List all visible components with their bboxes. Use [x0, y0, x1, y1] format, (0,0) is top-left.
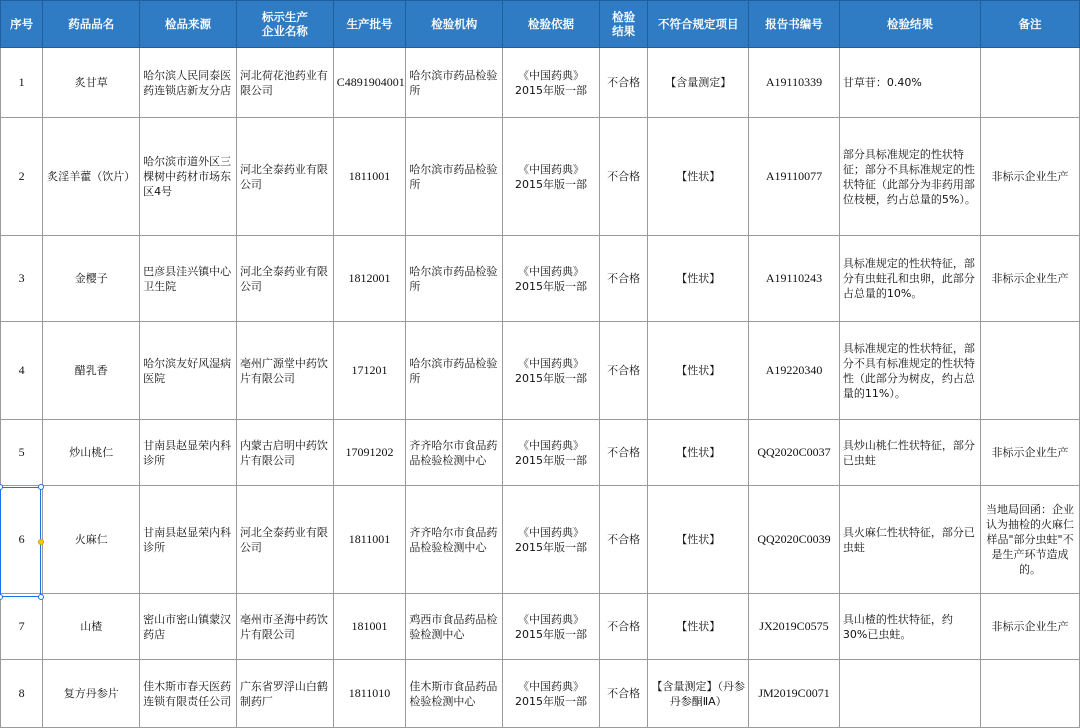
table-row — [1, 420, 1080, 486]
cell-nonconforming-item[interactable]: 【性状】 — [648, 322, 749, 420]
cell-report-number[interactable]: A19220340 — [749, 322, 840, 420]
header-cell: 检验结果 — [839, 1, 980, 48]
cell-manufacturer[interactable]: 河北荷花池药业有限公司 — [236, 48, 333, 118]
cell-test-finding[interactable]: 具标准规定的性状特征，部分不具有标准规定的性状特性（此部分为树皮，约占总量的11%）。 — [839, 322, 980, 420]
cell-report-number[interactable]: JM2019C0071 — [749, 660, 840, 728]
cell-test-finding[interactable]: 甘草苷：0.40% — [839, 48, 980, 118]
cell-test-result[interactable]: 不合格 — [599, 236, 647, 322]
cell-test-finding[interactable]: 具炒山桃仁性状特征，部分已虫蛀 — [839, 420, 980, 486]
header-cell: 报告书编号 — [749, 1, 840, 48]
header-cell: 检验机构 — [406, 1, 503, 48]
cell-nonconforming-item[interactable]: 【性状】 — [648, 118, 749, 236]
table-row — [1, 48, 1080, 118]
header-cell: 不符合规定项目 — [648, 1, 749, 48]
cell-test-result[interactable]: 不合格 — [599, 420, 647, 486]
cell-nonconforming-item[interactable]: 【性状】 — [648, 594, 749, 660]
cell-manufacturer[interactable]: 广东省罗浮山白鹤制药厂 — [236, 660, 333, 728]
header-cell: 备注 — [981, 1, 1080, 48]
cell-testing-basis[interactable]: 《中国药典》2015年版一部 — [503, 660, 600, 728]
cell-sample-source[interactable]: 密山市密山镇蒙汉药店 — [140, 594, 237, 660]
cell-drug-name[interactable]: 炒山桃仁 — [43, 420, 140, 486]
cell-drug-name[interactable]: 炙甘草 — [43, 48, 140, 118]
cell-testing-basis[interactable]: 《中国药典》2015年版一部 — [503, 236, 600, 322]
cell-index[interactable]: 2 — [1, 118, 43, 236]
cell-testing-agency[interactable]: 齐齐哈尔市食品药品检验检测中心 — [406, 486, 503, 594]
cell-drug-name[interactable]: 醋乳香 — [43, 322, 140, 420]
header-cell: 生产批号 — [333, 1, 406, 48]
cell-remarks[interactable]: 非标示企业生产 — [981, 236, 1080, 322]
cell-remarks[interactable] — [981, 660, 1080, 728]
cell-test-result[interactable]: 不合格 — [599, 48, 647, 118]
cell-batch-number[interactable]: 171201 — [333, 322, 406, 420]
cell-manufacturer[interactable]: 河北全泰药业有限公司 — [236, 236, 333, 322]
cell-remarks[interactable]: 当地局回函：企业认为抽检的火麻仁样品"部分虫蛀"不是生产环节造成的。 — [981, 486, 1080, 594]
cell-manufacturer[interactable]: 亳州广源堂中药饮片有限公司 — [236, 322, 333, 420]
cell-remarks[interactable]: 非标示企业生产 — [981, 594, 1080, 660]
cell-report-number[interactable]: JX2019C0575 — [749, 594, 840, 660]
table-row — [1, 236, 1080, 322]
cell-testing-agency[interactable]: 哈尔滨市药品检验所 — [406, 236, 503, 322]
cell-test-finding[interactable]: 具山楂的性状特征，约30%已虫蛀。 — [839, 594, 980, 660]
cell-testing-basis[interactable]: 《中国药典》2015年版一部 — [503, 420, 600, 486]
cell-batch-number[interactable]: 1812001 — [333, 236, 406, 322]
cell-testing-agency[interactable]: 哈尔滨市药品检验所 — [406, 48, 503, 118]
cell-test-result[interactable]: 不合格 — [599, 594, 647, 660]
header-cell: 检品来源 — [140, 1, 237, 48]
cell-nonconforming-item[interactable]: 【含量测定】（丹参 丹参酮ⅡA） — [648, 660, 749, 728]
cell-index[interactable]: 8 — [1, 660, 43, 728]
cell-report-number[interactable]: A19110339 — [749, 48, 840, 118]
cell-sample-source[interactable]: 哈尔滨友好风湿病医院 — [140, 322, 237, 420]
cell-nonconforming-item[interactable]: 【含量测定】 — [648, 48, 749, 118]
cell-drug-name[interactable]: 炙淫羊藿（饮片） — [43, 118, 140, 236]
cell-remarks[interactable]: 非标示企业生产 — [981, 420, 1080, 486]
cell-sample-source[interactable]: 佳木斯市春天医药连锁有限责任公司 — [140, 660, 237, 728]
cell-index[interactable]: 1 — [1, 48, 43, 118]
cell-report-number[interactable]: A19110077 — [749, 118, 840, 236]
cell-sample-source[interactable]: 哈尔滨人民同泰医药连锁店新友分店 — [140, 48, 237, 118]
cell-sample-source[interactable]: 巴彦县洼兴镇中心卫生院 — [140, 236, 237, 322]
header-row — [1, 1, 1080, 48]
table-row — [1, 486, 1080, 594]
cell-test-finding[interactable]: 具火麻仁性状特征，部分已虫蛀 — [839, 486, 980, 594]
header-cell: 检验依据 — [503, 1, 600, 48]
cell-manufacturer[interactable]: 亳州市圣海中药饮片有限公司 — [236, 594, 333, 660]
cell-index[interactable]: 5 — [1, 420, 43, 486]
selection-handle-bottom-right[interactable] — [38, 594, 44, 600]
cell-index[interactable]: 6 — [1, 486, 43, 594]
cell-testing-agency[interactable]: 哈尔滨市药品检验所 — [406, 322, 503, 420]
cell-testing-agency[interactable]: 鸡西市食品药品检验检测中心 — [406, 594, 503, 660]
cell-test-finding[interactable]: 部分具标准规定的性状特征；部分不具标准规定的性状特征（此部分为非药用部位枝梗，约占总量的5%）。 — [839, 118, 980, 236]
cell-manufacturer[interactable]: 河北全泰药业有限公司 — [236, 118, 333, 236]
cell-testing-agency[interactable]: 佳木斯市食品药品检验检测中心 — [406, 660, 503, 728]
cell-test-result[interactable]: 不合格 — [599, 486, 647, 594]
cell-report-number[interactable]: QQ2020C0037 — [749, 420, 840, 486]
selection-handle-middle-right[interactable] — [38, 539, 44, 545]
cell-batch-number[interactable]: 17091202 — [333, 420, 406, 486]
cell-drug-name[interactable]: 复方丹参片 — [43, 660, 140, 728]
cell-index[interactable]: 4 — [1, 322, 43, 420]
cell-test-finding[interactable]: 具标准规定的性状特征，部分有虫蛀孔和虫卵，此部分占总量的10%。 — [839, 236, 980, 322]
cell-batch-number[interactable]: 1811001 — [333, 486, 406, 594]
selection-handle-top-right[interactable] — [38, 484, 44, 490]
cell-manufacturer[interactable]: 河北全泰药业有限公司 — [236, 486, 333, 594]
cell-drug-name[interactable]: 金樱子 — [43, 236, 140, 322]
cell-testing-agency[interactable]: 哈尔滨市药品检验所 — [406, 118, 503, 236]
cell-batch-number[interactable]: 181001 — [333, 594, 406, 660]
cell-drug-name[interactable]: 火麻仁 — [43, 486, 140, 594]
cell-test-result[interactable]: 不合格 — [599, 322, 647, 420]
cell-testing-basis[interactable]: 《中国药典》2015年版一部 — [503, 594, 600, 660]
cell-index[interactable]: 7 — [1, 594, 43, 660]
cell-sample-source[interactable]: 甘南县赵显荣内科诊所 — [140, 420, 237, 486]
table-row — [1, 594, 1080, 660]
cell-test-finding[interactable] — [839, 660, 980, 728]
cell-index[interactable]: 3 — [1, 236, 43, 322]
header-cell: 序号 — [1, 1, 43, 48]
cell-remarks[interactable]: 非标示企业生产 — [981, 118, 1080, 236]
cell-batch-number[interactable]: C4891904001 — [333, 48, 406, 118]
cell-testing-basis[interactable]: 《中国药典》2015年版一部 — [503, 486, 600, 594]
cell-sample-source[interactable]: 哈尔滨市道外区三棵树中药材市场东区4号 — [140, 118, 237, 236]
cell-report-number[interactable]: QQ2020C0039 — [749, 486, 840, 594]
cell-nonconforming-item[interactable]: 【性状】 — [648, 236, 749, 322]
cell-batch-number[interactable]: 1811001 — [333, 118, 406, 236]
header-cell: 检验 结果 — [599, 1, 647, 48]
cell-remarks[interactable] — [981, 322, 1080, 420]
cell-sample-source[interactable]: 甘南县赵显荣内科诊所 — [140, 486, 237, 594]
table-row — [1, 118, 1080, 236]
cell-testing-basis[interactable]: 《中国药典》2015年版一部 — [503, 118, 600, 236]
cell-nonconforming-item[interactable]: 【性状】 — [648, 486, 749, 594]
cell-testing-basis[interactable]: 《中国药典》2015年版一部 — [503, 48, 600, 118]
table-row — [1, 660, 1080, 728]
cell-nonconforming-item[interactable]: 【性状】 — [648, 420, 749, 486]
cell-drug-name[interactable]: 山楂 — [43, 594, 140, 660]
cell-testing-agency[interactable]: 齐齐哈尔市食品药品检验检测中心 — [406, 420, 503, 486]
header-cell: 药品品名 — [43, 1, 140, 48]
table-row — [1, 322, 1080, 420]
cell-testing-basis[interactable]: 《中国药典》2015年版一部 — [503, 322, 600, 420]
header-cell: 标示生产 企业名称 — [236, 1, 333, 48]
cell-report-number[interactable]: A19110243 — [749, 236, 840, 322]
cell-test-result[interactable]: 不合格 — [599, 660, 647, 728]
cell-test-result[interactable]: 不合格 — [599, 118, 647, 236]
cell-manufacturer[interactable]: 内蒙古启明中药饮片有限公司 — [236, 420, 333, 486]
cell-remarks[interactable] — [981, 48, 1080, 118]
cell-batch-number[interactable]: 1811010 — [333, 660, 406, 728]
